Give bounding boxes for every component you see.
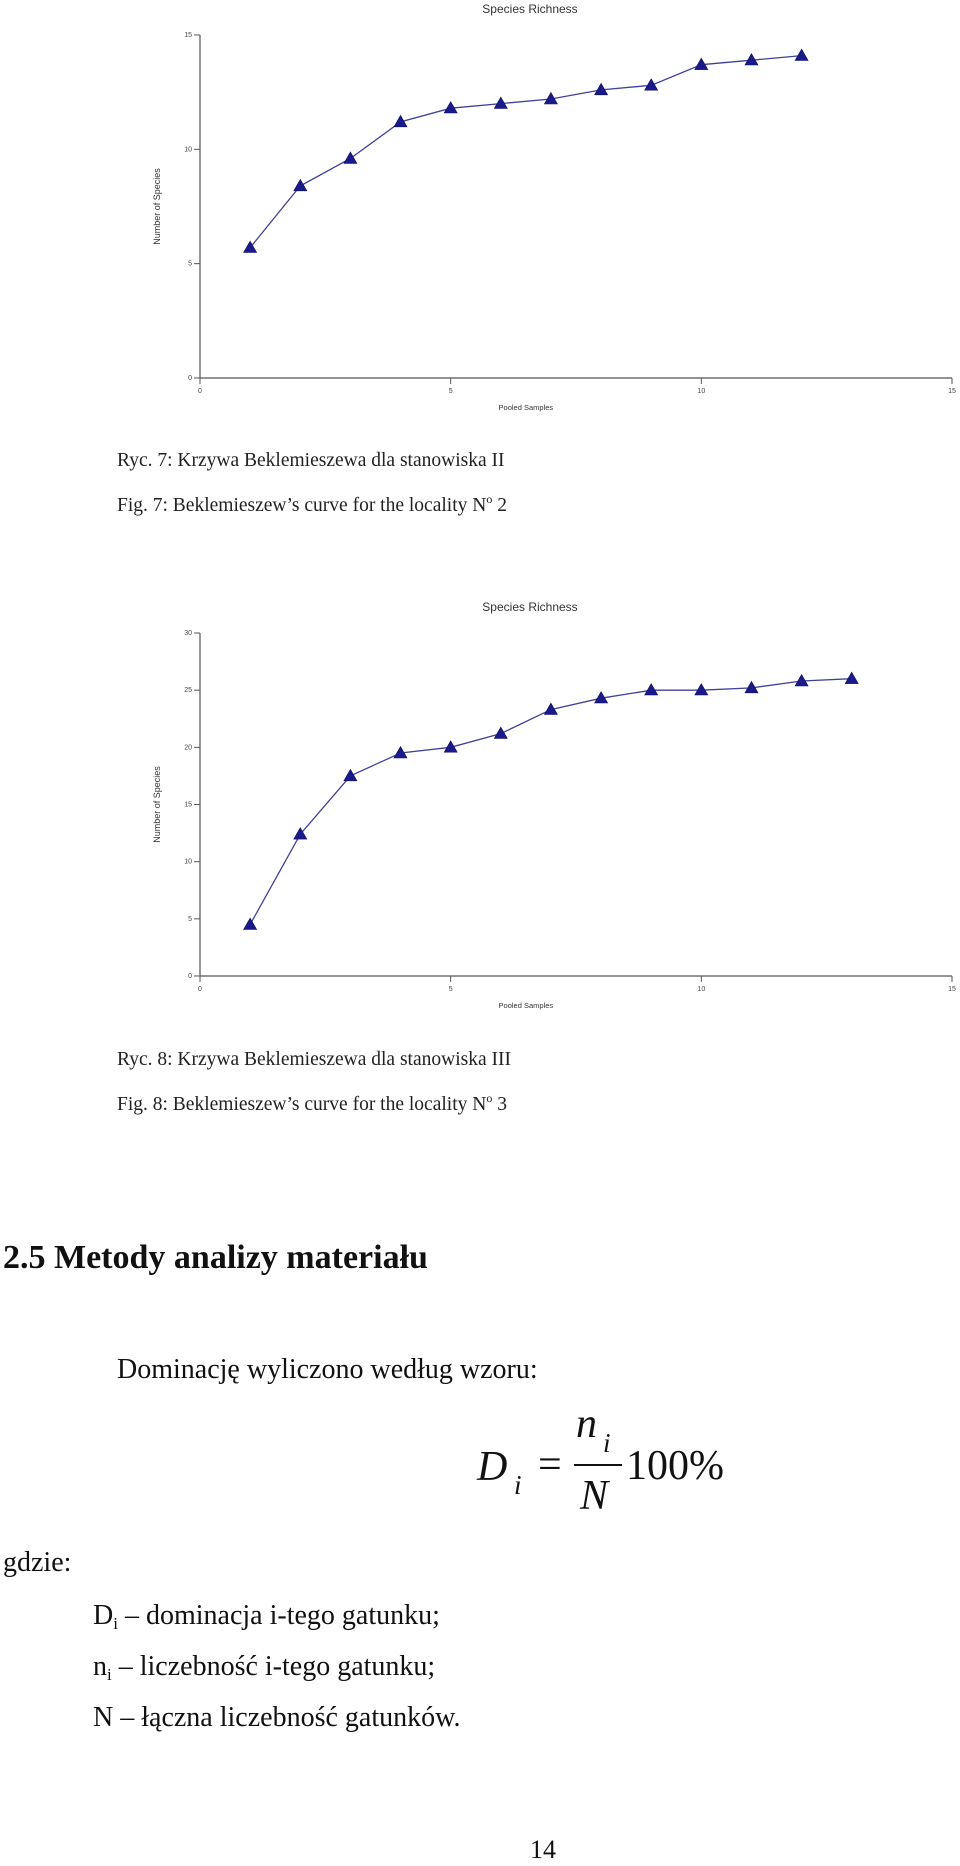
- formula-numerator-subscript: i: [603, 1428, 611, 1458]
- chart-title: Species Richness: [482, 600, 578, 614]
- definition-item: [93, 1598, 440, 1634]
- definition-text: – dominacja i-tego gatunku;: [117, 1600, 440, 1631]
- formula-d: D: [477, 1444, 508, 1490]
- series-line: [250, 679, 852, 925]
- figure-7-caption-english-text: Fig. 7: Beklemieszew’s curve for the locality N: [117, 495, 487, 516]
- definition-item: [93, 1700, 461, 1736]
- definition-symbol: n: [93, 1651, 107, 1682]
- formula-denominator: N: [580, 1473, 609, 1519]
- figure-7-caption-english: [117, 492, 507, 520]
- formula-d-subscript: i: [514, 1470, 522, 1500]
- y-tick-label: 15: [184, 32, 192, 39]
- x-tick-label: 10: [697, 986, 706, 993]
- definition-text: – łączna liczebność gatunków.: [113, 1702, 461, 1733]
- figure-7-caption-polish: Ryc. 7: Krzywa Beklemieszewa dla stanowiska II: [117, 450, 505, 471]
- definition-symbol: N: [93, 1702, 114, 1733]
- data-point: [244, 918, 257, 929]
- y-tick-label: 10: [184, 146, 192, 154]
- dominance-formula: [470, 1401, 760, 1530]
- y-axis-label: Number of Species: [152, 766, 162, 843]
- y-tick-label: 20: [184, 744, 192, 752]
- section-heading: 2.5 Metody analizy materiału: [3, 1239, 428, 1276]
- figure-8-caption-english: [117, 1091, 507, 1119]
- x-axis-label: Pooled Samples: [498, 1001, 554, 1010]
- x-tick-label: 15: [948, 986, 956, 993]
- data-point: [645, 684, 658, 695]
- definition-symbol: D: [93, 1600, 114, 1631]
- y-tick-label: 25: [184, 687, 192, 695]
- data-point: [494, 727, 507, 738]
- figure-7-caption-superscript: o: [486, 492, 493, 506]
- y-tick-label: 0: [188, 973, 192, 980]
- data-point: [645, 79, 658, 90]
- data-point: [294, 179, 307, 190]
- x-tick-label: 0: [198, 986, 202, 993]
- data-point: [795, 49, 808, 60]
- chart-title: Species Richness: [482, 2, 578, 16]
- species-richness-chart-locality-3: [130, 598, 960, 1028]
- figure-8-caption-english-text: Fig. 8: Beklemieszew’s curve for the locality N: [117, 1094, 487, 1115]
- y-tick-label: 5: [188, 915, 192, 923]
- data-point: [344, 152, 357, 163]
- definition-text: – liczebność i-tego gatunku;: [111, 1651, 436, 1682]
- formula-intro-text: Dominację wyliczono według wzoru:: [117, 1354, 538, 1385]
- formula-equals: =: [538, 1442, 562, 1488]
- data-point: [845, 672, 858, 683]
- species-richness-chart-locality-2: [130, 0, 960, 430]
- formula-factor: 100%: [626, 1443, 724, 1489]
- x-tick-label: 15: [948, 388, 956, 395]
- data-point: [344, 769, 357, 780]
- definition-item: [93, 1649, 435, 1685]
- y-axis-label: Number of Species: [152, 168, 162, 245]
- figure-8-caption-superscript: o: [486, 1091, 493, 1105]
- y-tick-label: 30: [184, 630, 192, 637]
- y-tick-label: 15: [184, 801, 192, 809]
- formula-numerator: n: [576, 1401, 597, 1447]
- figure-8-caption-number: 3: [492, 1094, 507, 1115]
- figure-8-caption-polish: Ryc. 8: Krzywa Beklemieszewa dla stanowiska III: [117, 1049, 511, 1070]
- series-line: [250, 56, 802, 248]
- x-tick-label: 5: [448, 388, 453, 395]
- where-label: gdzie:: [3, 1547, 72, 1578]
- definition-subscript: i: [113, 1614, 118, 1633]
- figure-7-caption-number: 2: [492, 495, 507, 516]
- x-tick-label: 5: [448, 986, 453, 993]
- x-tick-label: 0: [198, 388, 202, 395]
- formula-fraction-bar: [574, 1464, 622, 1466]
- x-axis-label: Pooled Samples: [498, 403, 554, 412]
- y-tick-label: 5: [188, 260, 192, 268]
- page-number: 14: [530, 1835, 556, 1864]
- y-tick-label: 10: [184, 858, 192, 866]
- y-tick-label: 0: [188, 375, 192, 382]
- definition-subscript: i: [107, 1665, 112, 1684]
- x-tick-label: 10: [697, 388, 706, 395]
